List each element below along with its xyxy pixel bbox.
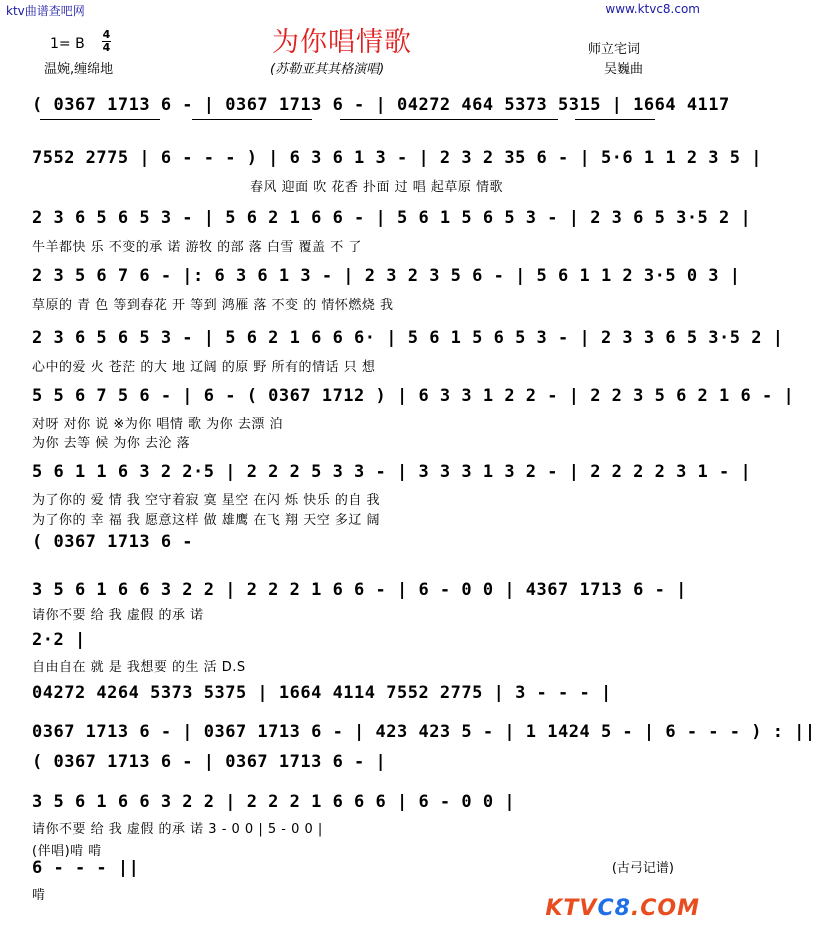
score-line-14-notes: 3 5 6 1 6 6 3 2 2 | 2 2 2 1 6 6 6 | 6 - 0 0 | [32,792,516,812]
time-signature-bottom: 4 [102,41,111,54]
score-line-4-notes: 2 3 5 6 7 6 - |: 6 3 6 1 3 - | 2 3 2 3 5 6 - | 5 6 1 1 2 3·5 0 3 | [32,266,741,286]
score-line-8-notes: ( 0367 1713 6 - [32,532,194,552]
beam-underline [40,119,160,120]
score-line-2-lyrics: 春风 迎面 吹 花香 扑面 过 唱 起草原 情歌 [250,180,504,195]
composer-credit: 吴巍曲 [604,62,644,77]
site-logo[interactable] [545,896,700,921]
score-line-6-lyrics-b: 为你 去等 候 为你 去沦 落 [32,436,191,451]
beam-underline [340,119,558,120]
score-line-6-notes: 5 5 6 7 5 6 - | 6 - ( 0367 1712 ) | 6 3 3 1 2 2 - | 2 2 3 5 6 2 1 6 - | [32,386,795,406]
score-line-9-notes: 3 5 6 1 6 6 3 2 2 | 2 2 2 1 6 6 - | 6 - 0 0 | 4367 1713 6 - | [32,580,687,600]
lyricist-credit: 师立宅词 [588,42,641,57]
beam-underline [575,119,655,120]
transcriber-credit: (古弓记谱) [611,861,674,876]
score-line-3-notes: 2 3 6 5 6 5 3 - | 5 6 2 1 6 6 - | 5 6 1 5 6 5 3 - | 2 3 6 5 3·5 2 | [32,208,752,228]
score-line-7-lyrics-b: 为了你的 幸 福 我 愿意这样 做 雄鹰 在飞 翔 天空 多辽 阔 [32,513,380,528]
logo-part-b: C8 [597,896,631,921]
score-line-13-notes: ( 0367 1713 6 - | 0367 1713 6 - | [32,752,387,772]
score-line-9-lyrics: 请你不要 给 我 虚假 的承 诺 [32,608,204,623]
score-line-14-lyrics-a: 请你不要 给 我 虚假 的承 诺 3 - 0 0 | 5 - 0 0 | [32,822,323,837]
time-signature-top: 4 [102,28,111,41]
time-signature [102,30,111,53]
score-line-12-notes: 0367 1713 6 - | 0367 1713 6 - | 423 423 5 - | 1 1424 5 - | 6 - - - ) : || [32,722,816,742]
score-line-6-lyrics-a: 对呀 对你 说 ※为你 唱情 歌 为你 去漂 泊 [32,417,283,432]
score-line-14-lyrics-b: (伴唱)啃 啃 [32,844,102,859]
score-line-7-lyrics-a: 为了你的 爱 情 我 空守着寂 寞 星空 在闪 烁 快乐 的自 我 [32,493,380,508]
score-line-10-notes: 2·2 | [32,630,86,650]
score-line-7-notes: 5 6 1 1 6 3 2 2·5 | 2 2 2 5 3 3 - | 3 3 3 1 3 2 - | 2 2 2 2 3 1 - | [32,462,752,482]
score-line-10-lyrics: 自由自在 就 是 我想要 的生 活 D.S [32,660,246,675]
score-line-11-notes: 04272 4264 5373 5375 | 1664 4114 7552 2775 | 3 - - - | [32,683,612,703]
logo-part-c: .COM [630,896,700,921]
singer-credit: (苏勒亚其其格演唱) [270,62,385,77]
song-title: 为你唱情歌 [272,27,412,58]
performance-style: 温婉,缠绵地 [44,62,114,77]
score-line-15-notes: 6 - - - || [32,858,140,878]
score-line-2-notes: 7552 2775 | 6 - - - ) | 6 3 6 1 3 - | 2 3 2 35 6 - | 5·6 1 1 2 3 5 | [32,148,762,168]
score-line-3-lyrics: 牛羊都快 乐 不变的承 诺 游牧 的部 落 白雪 覆盖 不 了 [32,240,362,255]
score-line-4-lyrics: 草原的 青 色 等到春花 开 等到 鸿雁 落 不变 的 情怀燃烧 我 [32,298,394,313]
score-line-15-lyrics: 啃 [32,888,46,903]
site-url-right[interactable]: www.ktvc8.com [605,2,700,16]
score-line-1-notes: ( 0367 1713 6 - | 0367 1713 6 - | 04272 464 5373 5315 | 1664 4117 [32,95,730,115]
score-line-5-lyrics: 心中的爱 火 苍茫 的大 地 辽阔 的原 野 所有的情话 只 想 [32,360,376,375]
logo-part-a: KTV [545,896,598,921]
score-line-5-notes: 2 3 6 5 6 5 3 - | 5 6 2 1 6 6 6· | 5 6 1 5 6 5 3 - | 2 3 3 6 5 3·5 2 | [32,328,784,348]
site-name-left[interactable]: ktv曲谱查吧网 [6,4,85,18]
beam-underline [192,119,312,120]
key-signature: 1= B [50,36,85,52]
